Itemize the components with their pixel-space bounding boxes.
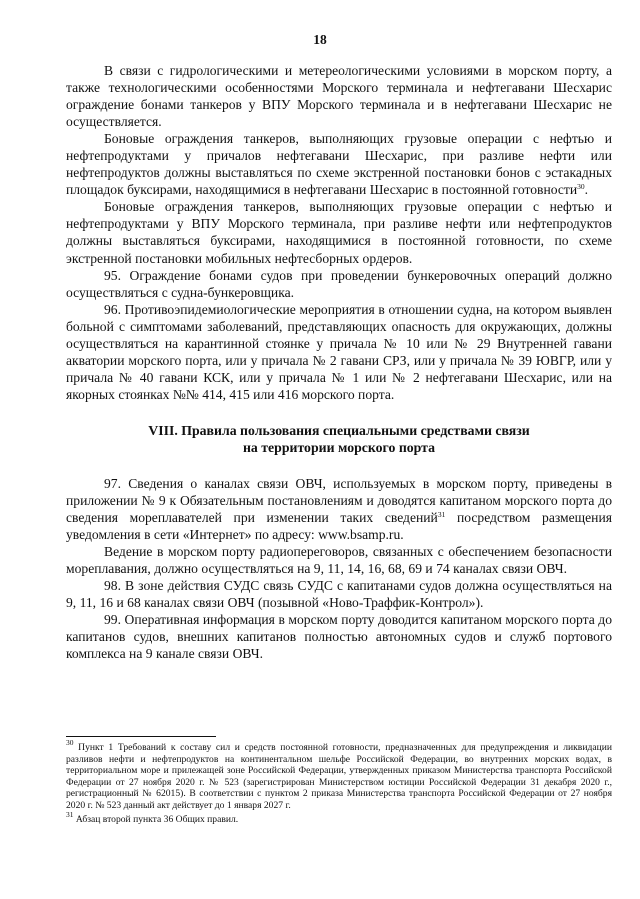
paragraph-text: Боновые ограждения танкеров, выполняющих грузовые операции с нефтью и нефтепродуктами у причалов нефтегавани Шесхарис, при разливе нефти или нефтепродуктов должны выставляться по схеме экстренной постановки бонов с эстакадных площадок буксирами, находящимися в нефтегавани Шесхарис в постоянной готовности (66, 131, 612, 198)
paragraph-boom-terminal (66, 198, 612, 266)
paragraph-text: В связи с гидрологическими и метереологическими условиями в морском порту, а также технологическими особенностями Морского терминала и нефтегавани Шесхарис ограждение бонами танкеров у ВПУ Морского терминала и в нефтегавани Шесхарис не осуществляется. (66, 63, 612, 130)
footnote-divider (66, 736, 216, 737)
paragraph-text: Боновые ограждения танкеров, выполняющих грузовые операции с нефтью и нефтепродуктами у ВПУ Морского терминала, при разливе нефти или нефтепродуктов должны выставляться буксирами, находящимися в постоянной готовности, по схеме экстренной постановки мобильных нефтесборных ордеров. (66, 199, 612, 266)
section-heading (66, 422, 612, 456)
footnote-ref-31: 31 (437, 510, 446, 520)
paragraph-boom-sheskharis (66, 130, 612, 198)
paragraph-text: 98. В зоне действия СУДС связь СУДС с капитанами судов должна осуществляться на 9, 11, 16 и 68 каналах связи ОВЧ (позывной «Ново-Траффик-Контрол»). (66, 578, 612, 611)
footnote-text: Абзац второй пункта 36 Общих правил. (73, 813, 239, 825)
document-body (66, 62, 612, 662)
section-heading-line-2: на территории морского порта (242, 439, 436, 455)
paragraph-text: 99. Оперативная информация в морском порту доводится капитаном морского порта до капитанов судов, внешних капитанов полностью автономных судов и служб портового комплекса на 9 канале связи ОВЧ. (66, 612, 612, 662)
footnote-mark: 31 (66, 809, 74, 819)
paragraph-text: Ведение в морском порту радиопереговоров, связанных с обеспечением безопасности мореплавания, должно осуществляться на 9, 11, 14, 16, 68, 69 и 74 каналах связи ОВЧ. (66, 544, 612, 577)
paragraph-95 (66, 267, 612, 301)
footnote-31 (66, 809, 612, 826)
section-heading-line-1: VIII. Правила пользования специальными средствами связи (148, 422, 530, 438)
paragraph-98 (66, 577, 612, 611)
paragraph-tail: посредством размещения уведомления в сети «Интернет» по адресу: www.bsamp.ru. (66, 510, 612, 543)
footnote-30 (66, 738, 612, 812)
paragraph-text: 96. Противоэпидемиологические мероприятия в отношении судна, на котором выявлен больной с симптомами заболеваний, представляющих опасность для окружающих, должны осуществляться на карантинной стоянке у причала № 10 или № 29 Внутренней гавани акватории морского порта, или у причала № 2 гавани СРЗ, или у причала № 39 ЮВГР, или у причала № 40 гавани КСК, или у причала № 1 или № 2 нефтегавани Шесхарис, или на якорных стоянках №№ 414, 415 или 416 морского порта. (66, 301, 612, 402)
footnotes (66, 738, 612, 827)
paragraph-99 (66, 611, 612, 662)
footnote-mark: 30 (66, 738, 74, 747)
paragraph-96 (66, 301, 612, 403)
paragraph-tail: . (584, 182, 589, 198)
page-number: 18 (313, 32, 327, 47)
paragraph-text: 95. Ограждение бонами судов при проведении бункеровочных операций должно осуществляться с судна-бункеровщика. (66, 267, 612, 300)
paragraph-text: 97. Сведения о каналах связи ОВЧ, используемых в морском порту, приведены в приложении № 9 к Обязательным постановлениям и доводятся капитаном морского порта до сведения мореплавателей при изменении таких сведений (66, 475, 612, 526)
paragraph-hydrology (66, 62, 612, 130)
footnote-ref-30: 30 (577, 182, 585, 192)
paragraph-radio-channels (66, 543, 612, 577)
paragraph-97 (66, 475, 612, 543)
footnote-text: Пункт 1 Требований к составу сил и средств постоянной готовности, предназначенных для предупреждения и ликвидации разливов нефти и нефтепродуктов на континентальном шельфе Российской Федерации, во внутренних морских водах, в территориальном море и прилежащей зоне Российской Федерации, утвержденных приказом Министерства транспорта Российской Федерации от 27 ноября 2020 г. № 523 (зарегистрирован Министерством юстиции Российской Федерации 31 декабря 2020 г., регистрационный № 62015). В соответствии с пунктом 2 приказа Министерства транспорта Российской Федерации от 27 ноября 2020 г. № 523 данный акт действует до 1 января 2027 г. (66, 742, 612, 811)
